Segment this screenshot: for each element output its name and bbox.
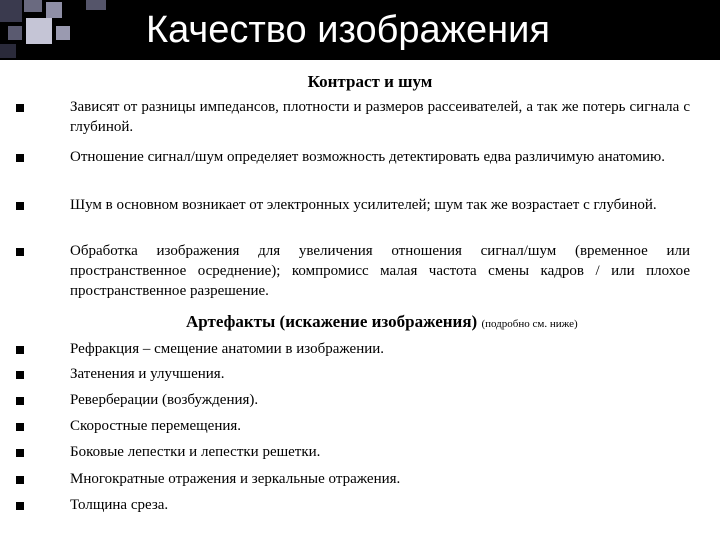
decorative-square — [56, 26, 70, 40]
artifact-item: Многократные отражения и зеркальные отражения. — [70, 471, 401, 487]
title-bar — [0, 0, 720, 60]
artifact-item: Реверберации (возбуждения). — [70, 392, 259, 408]
slide-title: Качество изображения — [146, 9, 550, 51]
bullet-icon — [16, 449, 24, 457]
decorative-square — [46, 2, 62, 18]
bullet-icon — [16, 476, 24, 484]
artifact-item: Боковые лепестки и лепестки решетки. — [70, 444, 321, 460]
bullet-icon — [16, 423, 24, 431]
artifact-item: Скоростные перемещения. — [70, 418, 242, 434]
bullet-icon — [16, 502, 24, 510]
artifact-item: Толщина среза. — [70, 497, 169, 513]
contrast-item: Шум в основном возникает от электронных усилителей; шум так же возрастает с глубиной. — [70, 197, 657, 213]
bullet-icon — [16, 202, 24, 210]
decorative-square — [8, 26, 22, 40]
bullet-icon — [16, 154, 24, 162]
decorative-square — [0, 44, 16, 58]
contrast-item: Обработка изображения для увеличения отношения сигнал/шум (временное или пространственное осреднение); компромисс малая частота смены кадров / или плохое пространственное разрешение. — [70, 243, 690, 299]
artifacts-heading — [186, 312, 578, 332]
contrast-item: Отношение сигнал/шум определяет возможность детектировать едва различимую анатомию. — [70, 149, 665, 165]
decorative-square — [86, 0, 106, 10]
contrast-heading: Контраст и шум — [307, 72, 433, 91]
decorative-square — [0, 0, 22, 22]
bullet-icon — [16, 346, 24, 354]
artifacts-heading-text: Артефакты (искажение изображения) — [186, 312, 478, 331]
bullet-icon — [16, 371, 24, 379]
bullet-icon — [16, 104, 24, 112]
bullet-icon — [16, 397, 24, 405]
bullet-icon — [16, 248, 24, 256]
decorative-square — [24, 0, 42, 12]
contrast-item: Зависят от разницы импедансов, плотности и размеров рассеивателей, а так же потерь сигнала с глубиной. — [70, 99, 690, 135]
artifact-item: Рефракция – смещение анатомии в изображении. — [70, 341, 385, 357]
artifacts-heading-note: (подробно см. ниже) — [481, 318, 578, 330]
artifact-item: Затенения и улучшения. — [70, 366, 225, 382]
decorative-square — [26, 18, 52, 44]
